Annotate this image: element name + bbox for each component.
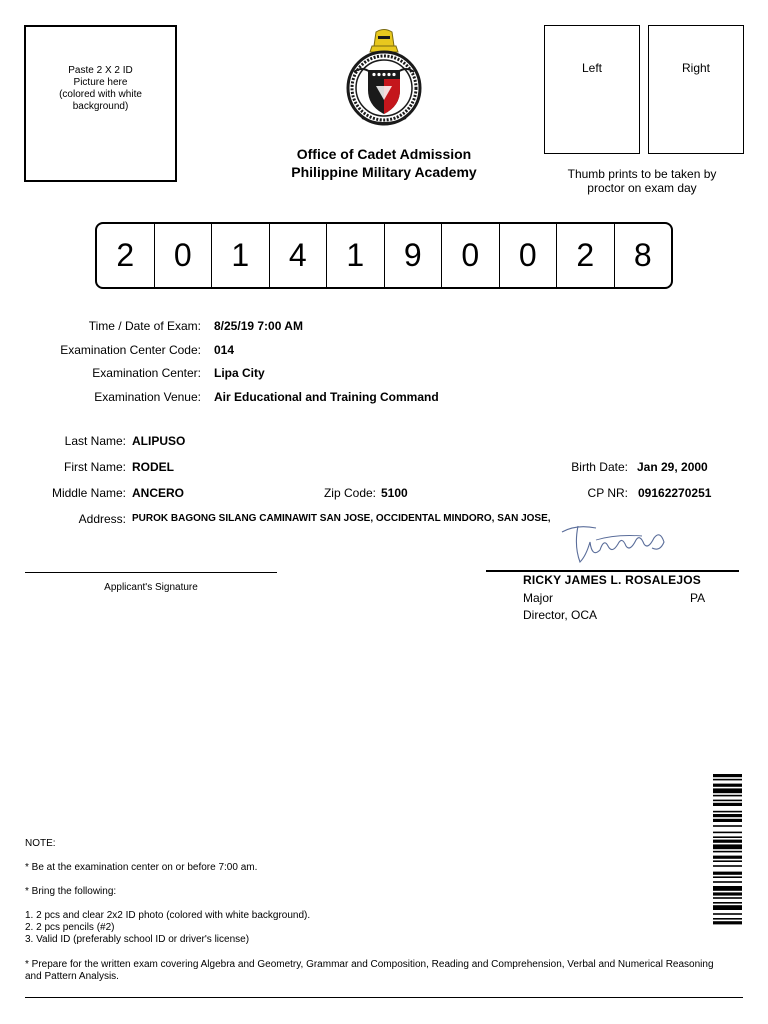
note-item-valid-id: 3. Valid ID (preferably school ID or driver's license) (25, 934, 250, 945)
applicant-number-digit: 2 (97, 224, 155, 287)
right-thumbprint-box (648, 25, 744, 154)
director-branch: PA (690, 591, 706, 605)
applicant-number-digit: 1 (327, 224, 385, 287)
applicant-number-digit: 9 (385, 224, 443, 287)
exam-venue-label: Examination Venue: (94, 390, 201, 404)
cp-number-label: CP NR: (587, 486, 628, 500)
last-name-label: Last Name: (64, 434, 126, 448)
applicant-number-digit: 1 (212, 224, 270, 287)
birth-date-label: Birth Date: (571, 460, 628, 474)
note-item-pencils: 2. 2 pcs pencils (#2) (25, 922, 115, 933)
zip-code-value: 5100 (381, 486, 408, 500)
applicant-signature-caption: Applicant's Signature (104, 582, 198, 593)
note-line-exam-coverage: * Prepare for the written exam covering Algebra and Geometry, Grammar and Composition, Reading and Comprehension, Verbal and Numerical Reasoning and Pattern Analysis. (25, 959, 714, 982)
applicant-number-digit: 4 (270, 224, 328, 287)
right-thumbprint-label: Right (681, 60, 710, 75)
note-title: NOTE: (25, 838, 56, 849)
middle-name-value: ANCERO (132, 486, 185, 500)
applicant-number-digit: 0 (500, 224, 558, 287)
applicant-number-digit: 2 (557, 224, 615, 287)
exam-center-code-value: 014 (214, 343, 235, 357)
director-name: RICKY JAMES L. ROSALEJOS (523, 573, 701, 587)
applicant-number-digit: 0 (442, 224, 500, 287)
barcode-icon (713, 774, 742, 968)
pma-seal-icon (342, 28, 426, 134)
applicant-signature-line (25, 572, 277, 573)
zip-code-label: Zip Code: (323, 486, 376, 500)
note-line-arrival: * Be at the examination center on or before 7:00 am. (25, 862, 258, 873)
applicant-number-digit: 0 (155, 224, 213, 287)
birth-date-value: Jan 29, 2000 (637, 460, 708, 474)
id-photo-box (24, 25, 177, 182)
academy-name: Philippine Military Academy (291, 164, 477, 180)
exam-time-date-value: 8/25/19 7:00 AM (214, 319, 303, 333)
exam-center-code-label: Examination Center Code: (60, 343, 201, 357)
address-label: Address: (78, 512, 126, 526)
note-line-bring: * Bring the following: (25, 886, 117, 897)
bottom-divider (25, 997, 743, 998)
left-thumbprint-label: Left (581, 60, 602, 75)
applicant-number-box (95, 222, 673, 289)
note-item-photo: 1. 2 pcs and clear 2x2 ID photo (colored with white background). (25, 910, 311, 921)
last-name-value: ALIPUSO (132, 434, 186, 448)
middle-name-label: Middle Name: (51, 486, 126, 500)
id-photo-instructions: Paste 2 X 2 ID Picture here (colored with white background) (59, 64, 142, 112)
address-value: PUROK BAGONG SILANG CAMINAWIT SAN JOSE, OCCIDENTAL MINDORO, SAN JOSE, (132, 513, 551, 524)
first-name-label: First Name: (63, 460, 126, 474)
office-name: Office of Cadet Admission (296, 146, 472, 162)
director-signature-line (486, 570, 739, 572)
applicant-number-digit: 8 (633, 237, 652, 273)
exam-center-label: Examination Center: (92, 366, 201, 380)
first-name-value: RODEL (132, 460, 174, 474)
director-signature-icon (556, 516, 676, 568)
left-thumbprint-box (544, 25, 640, 154)
thumbprint-note: Thumb prints to be taken by proctor on exam day (567, 167, 717, 195)
exam-venue-value: Air Educational and Training Command (214, 390, 439, 404)
exam-time-date-label: Time / Date of Exam: (88, 319, 201, 333)
director-position: Director, OCA (523, 608, 598, 622)
cp-number-value: 09162270251 (638, 486, 712, 500)
exam-center-value: Lipa City (214, 366, 265, 380)
director-rank: Major (523, 591, 554, 605)
office-header (254, 145, 514, 181)
